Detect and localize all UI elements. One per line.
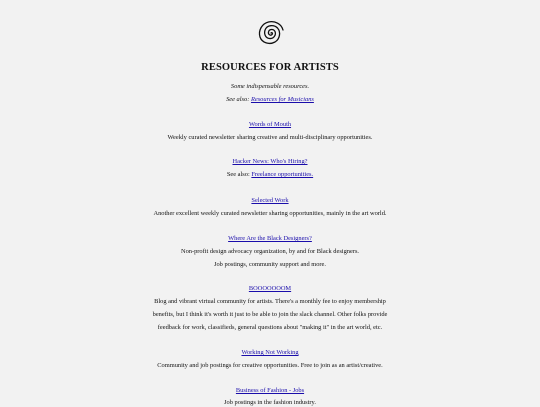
resource-working-not-working xyxy=(0,349,540,357)
working-not-working-link[interactable]: Working Not Working xyxy=(241,349,299,356)
resource-black-designers xyxy=(0,235,540,243)
resource-booooooom xyxy=(0,285,540,293)
resource-description: Weekly curated newsletter sharing creative and multi-disciplinary opportunities. xyxy=(167,134,373,141)
see-also-musicians xyxy=(0,96,540,104)
tagline: Some indispensable resources. xyxy=(230,83,310,90)
resource-description: Blog and vibrant virtual community for artists. There's a monthly fee to enjoy membership xyxy=(154,298,386,305)
business-of-fashion-jobs-link[interactable]: Business of Fashion - Jobs xyxy=(235,387,305,394)
selected-work-link[interactable]: Selected Work xyxy=(251,197,289,204)
booooooom-link[interactable]: BOOOOOOOM xyxy=(248,285,292,292)
where-are-the-black-designers-link[interactable]: Where Are the Black Designers? xyxy=(228,235,312,242)
resource-words-of-mouth xyxy=(0,121,540,129)
resource-description: Another excellent weekly curated newsletter sharing opportunities, mainly in the art world. xyxy=(153,210,387,217)
resource-business-of-fashion xyxy=(0,387,540,395)
resource-selected-work xyxy=(0,197,540,205)
resource-description: Job postings, community support and more. xyxy=(213,261,326,268)
resource-hacker-news xyxy=(0,158,540,166)
words-of-mouth-link[interactable]: Words of Mouth xyxy=(248,121,292,128)
see-also-label: See also: xyxy=(226,171,250,178)
page-title: RESOURCES FOR ARTISTS xyxy=(201,62,339,73)
see-also-label: See also: xyxy=(226,96,250,103)
hacker-news-whos-hiring-link[interactable]: Hacker News: Who's Hiring? xyxy=(232,158,308,165)
see-also-freelance xyxy=(0,171,540,179)
resource-description: Job postings in the fashion industry. xyxy=(224,399,316,406)
resource-description: feedback for work, classifieds, general questions about "making it" in the art world, etc. xyxy=(157,324,383,331)
resources-for-musicians-link[interactable]: Resources for Musicians xyxy=(250,96,314,103)
spiral-icon xyxy=(253,15,289,51)
freelance-opportunities-link[interactable]: Freelance opportunities. xyxy=(251,171,314,178)
resource-description: benefits, but I think it's worth it just to be able to join the slack channel. Other folks provide xyxy=(152,311,388,318)
resource-description: Community and job postings for creative opportunities. Free to join as an artist/creative. xyxy=(157,362,383,369)
resource-description: Non-profit design advocacy organization, by and for Black designers. xyxy=(180,248,360,255)
